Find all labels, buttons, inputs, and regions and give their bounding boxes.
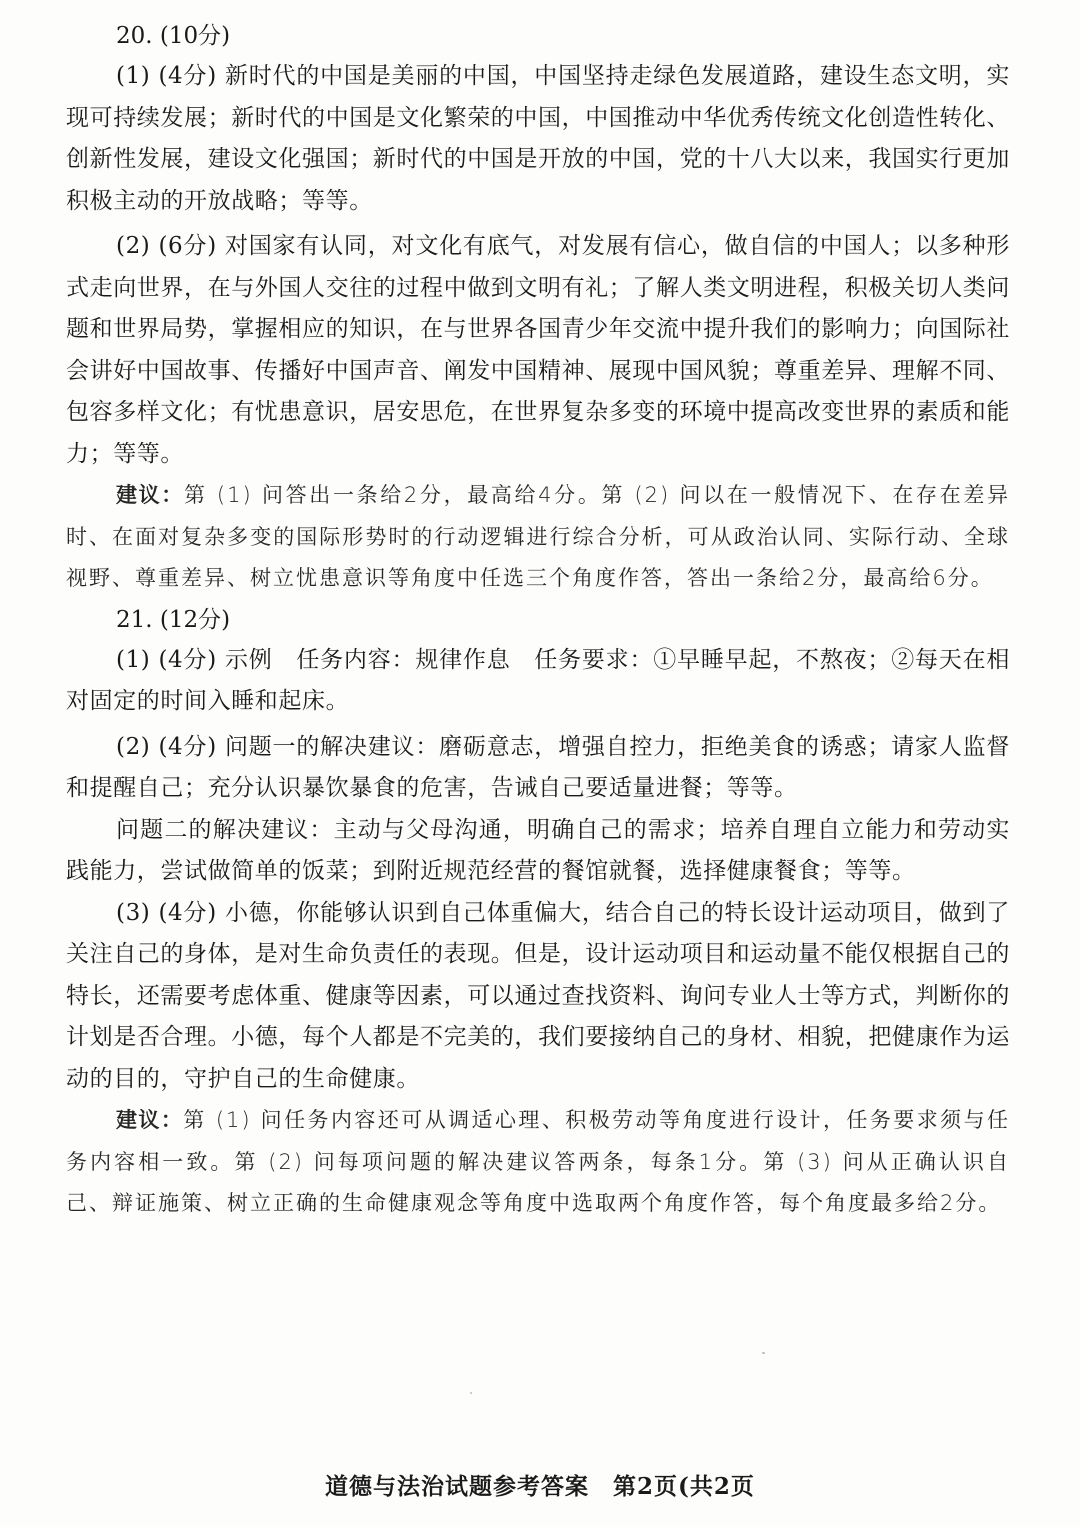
question-20-heading: 20. (10分)	[116, 23, 231, 49]
question-20-part-1-answer: (1) (4分) 新时代的中国是美丽的中国，中国坚持走绿色发展道路，建设生态文明，实现可持续发展；新时代的中国是文化繁荣的中国，中国推动中华优秀传统文化创造性转化、创新性发展，建设文化强国；新时代的中国是开放的中国，党的十八大以来，我国实行更加积极主动的开放战略；等等。	[66, 63, 1010, 214]
scan-speck	[762, 1352, 765, 1354]
scan-speck	[470, 1392, 472, 1394]
question-21-part-1-answer: (1) (4分) 示例 任务内容：规律作息 任务要求：①早睡早起，不熬夜；②每天在相对固定的时间入睡和起床。	[66, 646, 1010, 714]
question-21-heading: 21. (12分)	[116, 606, 231, 633]
page-footer: 道德与法治试题参考答案 第2页(共2页	[325, 1473, 755, 1500]
question-21-part-2-second-answer: 问题二的解决建议：主动与父母沟通，明确自己的需求；培养自理自立能力和劳动实践能力，尝试做简单的饭菜；到附近规范经营的餐馆就餐，选择健康餐食；等等。	[66, 816, 1010, 884]
question-20-grading-suggestion	[66, 475, 1010, 600]
page-content	[66, 16, 1010, 1225]
question-20-part-2-answer: (2) (6分) 对国家有认同，对文化有底气，对发展有信心，做自信的中国人；以多种形式走向世界，在与外国人交往的过程中做到文明有礼；了解人类文明进程，积极关切人类问题和世界局势，掌握相应的知识，在与世界各国青少年交流中提升我们的影响力；向国际社会讲好中国故事、传播好中国声音、阐发中国精神、展现中国风貌；尊重差异、理解不同、包容多样文化；有忧患意识，居安思危，在世界复杂多变的环境中提高改变世界的素质和能力；等等。	[66, 233, 1010, 467]
question-21-part-3-answer: (3) (4分) 小德，你能够认识到自己体重偏大，结合自己的特长设计运动项目，做到了关注自己的身体，是对生命负责任的表现。但是，设计运动项目和运动量不能仅根据自己的特长，还需要考虑体重、健康等因素，可以通过查找资料、询问专业人士等方式，判断你的计划是否合理。小德，每个人都是不完美的，我们要接纳自己的身材、相貌，把健康作为运动的目的，守护自己的生命健康。	[66, 899, 1010, 1092]
question-21-grading-suggestion	[66, 1100, 1010, 1225]
suggestion-label: 建议：	[116, 483, 184, 507]
suggestion-label: 建议：	[116, 1108, 184, 1132]
suggestion-text: 第 (1) 问任务内容还可从调适心理、积极劳动等角度进行设计，任务要求须与任务内容相一致。第 (2) 问每项问题的解决建议答两条，每条1分。第 (3) 问从正确认识自己、辩证施策、树立正确的生命健康观念等角度中选取两个角度作答，每个角度最多给2分。	[66, 1108, 1010, 1215]
question-21-part-2-answer: (2) (4分) 问题一的解决建议：磨砺意志，增强自控力，拒绝美食的诱惑；请家人监督和提醒自己；充分认识暴饮暴食的危害，告诫自己要适量进餐；等等。	[66, 733, 1010, 801]
suggestion-text: 第 (1) 问答出一条给2分，最高给4分。第 (2) 问以在一般情况下、在存在差异时、在面对复杂多变的国际形势时的行动逻辑进行综合分析，可从政治认同、实际行动、全球视野、尊重差异、树立忧患意识等角度中任选三个角度作答，答出一条给2分，最高给6分。	[66, 483, 1010, 590]
